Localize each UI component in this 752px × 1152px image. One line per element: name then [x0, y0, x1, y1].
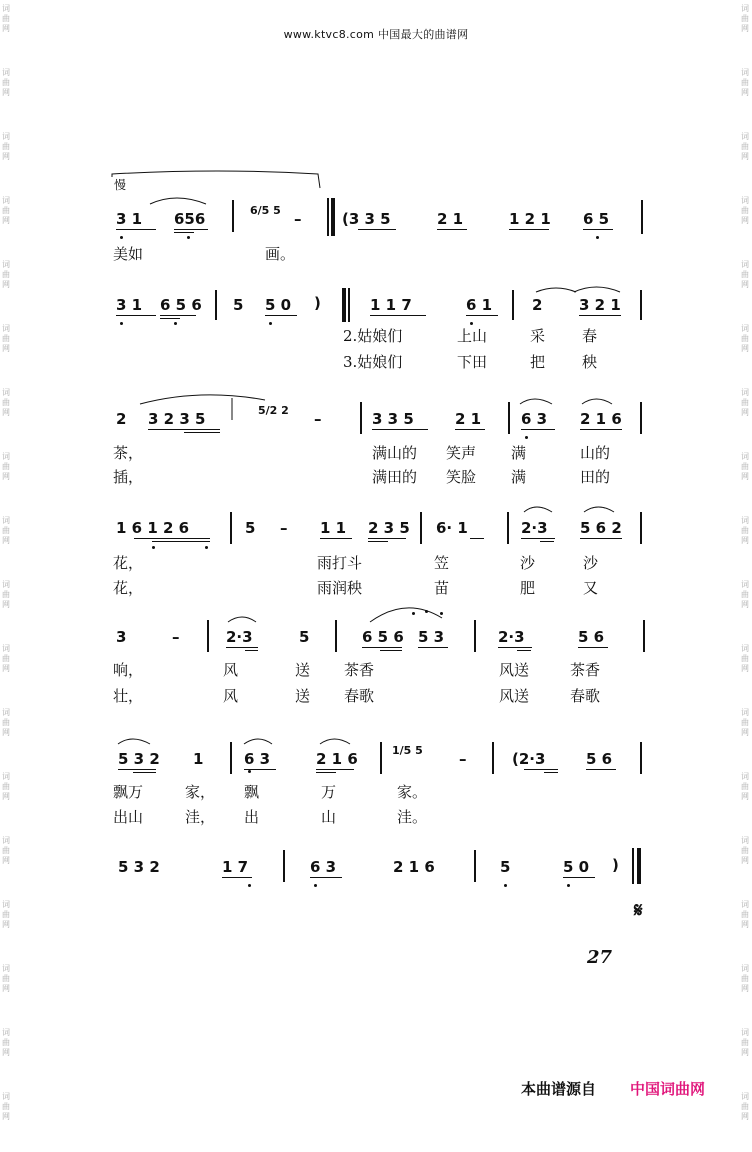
lyric: 2.姑娘们 [343, 327, 403, 345]
note-group: 3 [116, 628, 127, 646]
lyric: 满 [511, 468, 527, 486]
grace-note: 6/5 5 [250, 204, 281, 217]
lyric: 花， [113, 579, 144, 597]
lyric: 飘万 [113, 783, 144, 801]
note-group: 1 7 [222, 858, 249, 876]
lyric: 美如 [113, 245, 144, 263]
lyric: 茶， [113, 444, 144, 462]
note-group: 5 6 2 [580, 519, 622, 537]
note-group: 1 6 1 2 6 [116, 519, 190, 537]
lyric: 春歌 [570, 687, 601, 705]
left-watermark: 词曲网 词曲网 词曲网 词曲网 词曲网 词曲网 词曲网 词曲网 词曲网 词曲网 词曲网 词曲网 词曲网 词曲网 词曲网 词曲网 词曲网 词曲网 [2, 4, 10, 1121]
lyric: 满山的 [372, 444, 418, 462]
lyric: 茶香 [570, 661, 601, 679]
slur [582, 399, 612, 404]
lyric: 采 [530, 327, 546, 345]
slur [150, 198, 206, 204]
tempo-bracket [112, 171, 320, 188]
note-group: (2·3 [512, 750, 546, 768]
note-group: 5 [245, 519, 256, 537]
lyric: 万 [321, 783, 337, 801]
note-group: 5 6 [578, 628, 605, 646]
lyric: 风 [223, 687, 239, 705]
lyric: 画。 [265, 245, 296, 263]
note-group: ) [314, 294, 321, 312]
note-group: 6 5 [583, 210, 610, 228]
lyric: 出 [244, 808, 260, 826]
note-group: 5 [233, 296, 244, 314]
footer-source-label: 本曲谱源自 [521, 1080, 597, 1098]
lyric: 下田 [457, 353, 488, 371]
lyric: 雨润秧 [317, 579, 363, 597]
note-group: 1 1 7 [370, 296, 412, 314]
note-group: – [294, 210, 302, 228]
grace-note: 1/5 5 [392, 744, 423, 757]
slur [520, 399, 552, 404]
lyric: 又 [583, 579, 599, 597]
slur [228, 617, 256, 622]
note-group: 2·3 [226, 628, 253, 646]
note-group: 6· 1 [436, 519, 468, 537]
note-group: 2 1 6 [580, 410, 622, 428]
note-group: 5 0 [563, 858, 590, 876]
note-group: 6 1 [466, 296, 493, 314]
tempo-mark: 慢 [114, 178, 127, 192]
lyric: 沙 [520, 554, 536, 572]
lyric: 飘 [244, 783, 260, 801]
lyric: 送 [295, 661, 311, 679]
lyric: 满田的 [372, 468, 418, 486]
lyric: 花， [113, 554, 144, 572]
note-group: 2 1 [437, 210, 464, 228]
note-group: 656 [174, 210, 206, 228]
lyric: 洼， [185, 808, 216, 826]
note-group: (3 3 5 [342, 210, 391, 228]
slur [140, 395, 265, 404]
note-group: 6 5 6 [160, 296, 202, 314]
note-group: – [314, 410, 322, 428]
slur [118, 739, 150, 744]
page-number: 27 [587, 947, 613, 968]
note-group: 2 3 5 [368, 519, 410, 537]
lyric: 风 [223, 661, 239, 679]
note-group: 2 1 [455, 410, 482, 428]
note-group: 3 2 1 [579, 296, 621, 314]
note-group: 5 3 [418, 628, 445, 646]
lyric: 茶香 [344, 661, 375, 679]
note-group: 3 1 [116, 210, 143, 228]
lyric: 沙 [583, 554, 599, 572]
grace-note: 5/2 2 [258, 404, 289, 417]
note-group: 2 1 6 [316, 750, 358, 768]
lyric: 家， [185, 783, 216, 801]
note-group: 2 1 6 [393, 858, 435, 876]
lyric: 田的 [580, 468, 611, 486]
lyric: 风送 [499, 687, 530, 705]
note-group: 1 2 1 [509, 210, 551, 228]
note-group: 5 3 2 [118, 858, 160, 876]
lyric: 家。 [397, 783, 428, 801]
lyric: 春 [582, 327, 598, 345]
lyric: 把 [530, 353, 546, 371]
segno-sign: 𝄋 [634, 898, 643, 922]
note-group: 3 1 [116, 296, 143, 314]
lyric: 山 [321, 808, 337, 826]
footer-site-link[interactable]: 中国词曲网 [630, 1080, 706, 1098]
note-group: 6 5 6 [362, 628, 404, 646]
note-group: 1 1 [320, 519, 347, 537]
lyric: 风送 [499, 661, 530, 679]
lyric: 响， [113, 661, 144, 679]
slur [524, 507, 552, 512]
note-group: ) [612, 856, 619, 874]
note-group: 2·3 [521, 519, 548, 537]
lyric: 出山 [113, 808, 144, 826]
lyric: 笑声 [446, 444, 477, 462]
lyric: 笑脸 [446, 468, 477, 486]
right-watermark: 词曲网 词曲网 词曲网 词曲网 词曲网 词曲网 词曲网 词曲网 词曲网 词曲网 词曲网 词曲网 词曲网 词曲网 词曲网 词曲网 词曲网 词曲网 [741, 4, 749, 1121]
lyric: 山的 [580, 444, 611, 462]
note-group: 5 3 2 [118, 750, 160, 768]
header-site-text: www.ktvc8.com 中国最大的曲谱网 [283, 28, 469, 41]
lyric: 满 [511, 444, 527, 462]
note-group: 5 0 [265, 296, 292, 314]
note-group: 1 [193, 750, 204, 768]
note-group: 3 2 3 5 [148, 410, 206, 428]
slur [584, 507, 614, 512]
note-group: – [459, 750, 467, 768]
note-group: 5 [299, 628, 310, 646]
note-group: 2·3 [498, 628, 525, 646]
lyric: 上山 [457, 327, 488, 345]
note-group: 6 3 [244, 750, 271, 768]
note-group: 2 [532, 296, 543, 314]
lyric: 雨打斗 [317, 554, 363, 572]
note-group: – [172, 628, 180, 646]
slur [320, 739, 350, 744]
slur [244, 739, 272, 744]
note-group: 5 [500, 858, 511, 876]
slur [370, 608, 442, 622]
note-group: 6 3 [521, 410, 548, 428]
lyric: 肥 [520, 579, 536, 597]
lyric: 苗 [434, 579, 450, 597]
lyric: 春歌 [344, 687, 375, 705]
lyric: 笠 [434, 554, 450, 572]
lyric: 秧 [582, 353, 598, 371]
lyric: 3.姑娘们 [343, 353, 403, 371]
note-group: 3 3 5 [372, 410, 414, 428]
slur [536, 288, 576, 292]
note-group: 2 [116, 410, 127, 428]
lyric: 洼。 [397, 808, 428, 826]
lyric: 插， [113, 468, 144, 486]
slur [574, 287, 620, 292]
note-group: 5 6 [586, 750, 613, 768]
note-group: 6 3 [310, 858, 337, 876]
lyric: 壮， [113, 687, 144, 705]
lyric: 送 [295, 687, 311, 705]
note-group: – [280, 519, 288, 537]
